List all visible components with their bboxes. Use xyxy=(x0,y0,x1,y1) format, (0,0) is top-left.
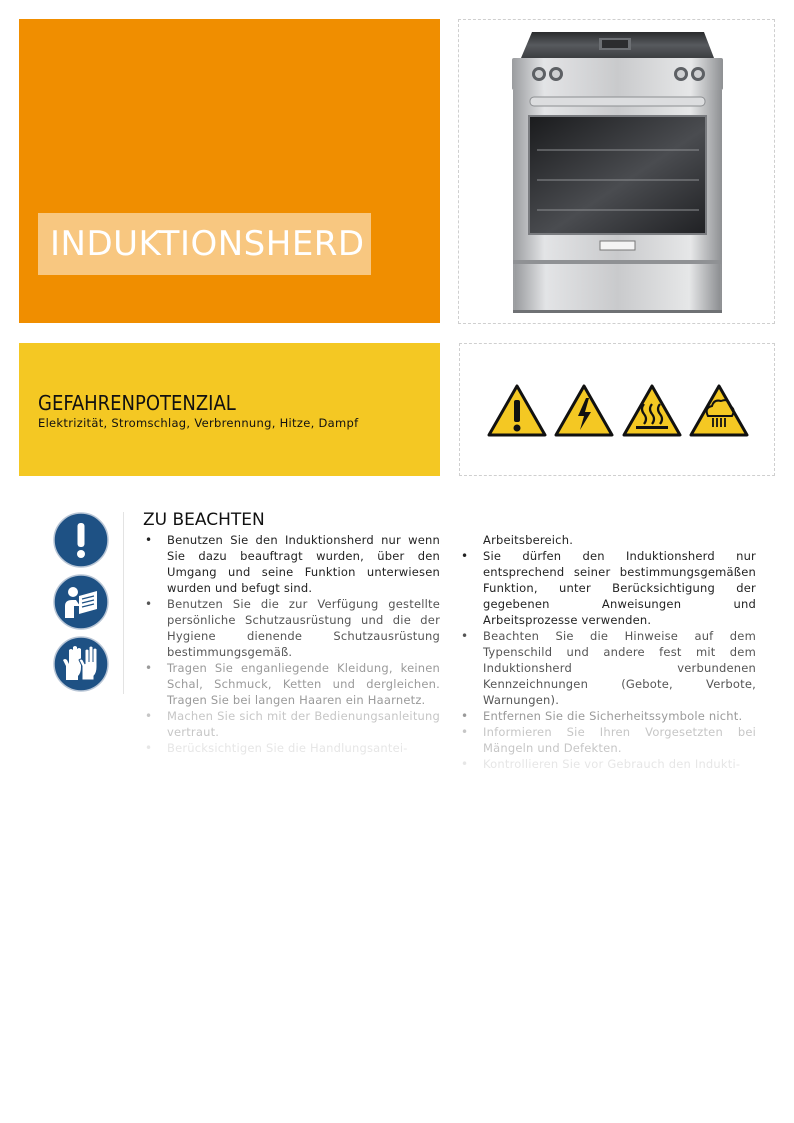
notes-right-column xyxy=(459,532,756,772)
title-block xyxy=(19,19,440,323)
list-item: • Beachten Sie die Hinweise auf dem Typenschild und andere fest mit dem Induktionsherd verbundenen Kennzeichnungen (Gebote, Verbote, Warnungen). xyxy=(459,628,756,708)
list-item: • Benutzen Sie den Induktionsherd nur wenn Sie dazu beauftragt wurden, über den Umgang und seine Funktion unterwiesen wurden und befugt sind. xyxy=(143,532,440,596)
general-warning-icon xyxy=(487,384,547,437)
list-item-continuation: Arbeitsbereich. xyxy=(483,533,574,547)
steam-warning-icon xyxy=(689,384,749,437)
notes-left-column xyxy=(143,532,440,756)
wear-gloves-icon xyxy=(53,636,109,692)
product-image-panel xyxy=(458,19,775,324)
electricity-warning-icon xyxy=(554,384,614,437)
hot-surface-warning-icon xyxy=(622,384,682,437)
page-title: INDUKTIONSHERD xyxy=(50,224,365,264)
general-mandatory-icon xyxy=(53,512,109,568)
title-plate xyxy=(38,213,371,275)
read-manual-icon xyxy=(53,574,109,630)
list-item: • Kontrollieren Sie vor Gebrauch den Indukti- xyxy=(459,756,756,772)
list-item: • Machen Sie sich mit der Bedienungsanleitung vertraut. xyxy=(143,708,440,740)
list-item: • Sie dürfen den Induktionsherd nur entsprechend seiner bestimmungsgemäßen Funktion, unter Berücksichtigung der gegebenen Anweisungen und Arbeitsprozesse verwenden. xyxy=(459,548,756,628)
list-item: • Tragen Sie enganliegende Kleidung, keinen Schal, Schmuck, Ketten und dergleichen. Tragen Sie bei langen Haaren ein Haarnetz. xyxy=(143,660,440,708)
notes-title: ZU BEACHTEN xyxy=(143,510,265,530)
list-item: • Informieren Sie Ihren Vorgesetzten bei Mängeln und Defekten. xyxy=(459,724,756,756)
hazard-block xyxy=(19,343,440,476)
hazard-title: GEFAHRENPOTENZIAL xyxy=(38,391,236,415)
list-item: • Berücksichtigen Sie die Handlungsantei- xyxy=(143,740,440,756)
hazard-icons-panel xyxy=(459,343,775,476)
hazard-subtitle: Elektrizität, Stromschlag, Verbrennung, Hitze, Dampf xyxy=(38,416,359,430)
list-item: • Benutzen Sie die zur Verfügung gestellte persönliche Schutzausrüstung und die der Hygiene dienende Schutzausrüstung bestimmungsgemäß. xyxy=(143,596,440,660)
column-divider xyxy=(123,512,124,694)
list-item: • Entfernen Sie die Sicherheitssymbole nicht. xyxy=(459,708,756,724)
induction-stove-image xyxy=(459,20,776,325)
